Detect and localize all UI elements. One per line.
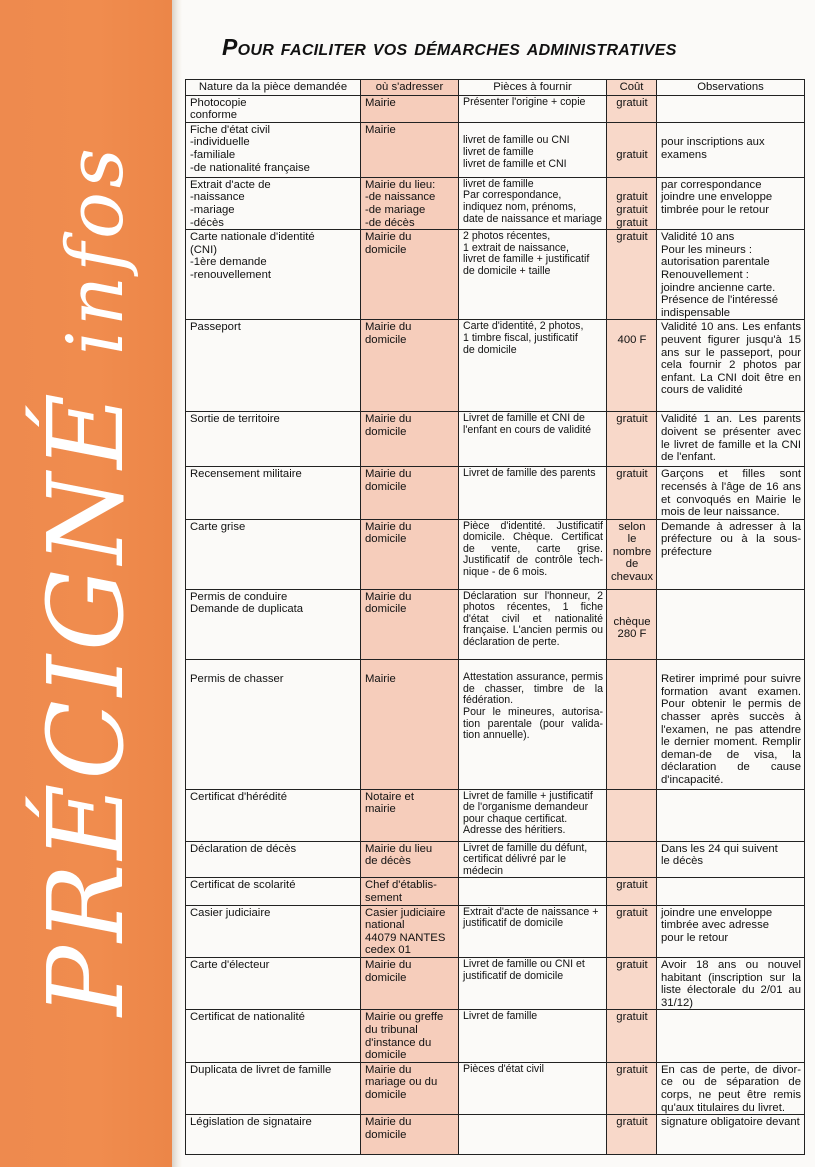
cell-lieu: Mairie du domicile — [361, 519, 459, 589]
cell-cout: gratuit — [607, 878, 657, 905]
cell-obs: joindre une enveloppe timbrée avec adresse pour le retour — [657, 905, 805, 957]
cell-lieu: Mairie du domicile — [361, 958, 459, 1010]
cell-cout — [607, 841, 657, 878]
table-row — [186, 841, 805, 878]
table-row — [186, 412, 805, 467]
cell-pieces: Pièce d'identité. Justificatif domicile. Chèque. Certificat de vente, carte grise. Justificatif de contrôle tech-nique - de 6 mois. — [459, 519, 607, 589]
cell-obs: Dans les 24 qui suivent le décès — [657, 841, 805, 878]
cell-pieces: Livret de famille ou CNI et justificatif de domicile — [459, 958, 607, 1010]
cell-pieces: livret de famille Par correspondance, indiquez nom, prénoms, date de naissance et mariage — [459, 177, 607, 229]
table-row — [186, 230, 805, 320]
table-row — [186, 1062, 805, 1114]
cell-obs — [657, 878, 805, 905]
cell-cout: chèque 280 F — [607, 589, 657, 659]
cell-pieces: livret de famille ou CNI livret de famille livret de famille et CNI — [459, 122, 607, 177]
table-row — [186, 878, 805, 905]
cell-lieu: Mairie du mariage ou du domicile — [361, 1062, 459, 1114]
cell-nature: Certificat de scolarité — [186, 878, 361, 905]
table-row — [186, 589, 805, 659]
cell-pieces: Présenter l'origine + copie — [459, 95, 607, 122]
cell-cout — [607, 789, 657, 841]
cell-pieces: Extrait d'acte de naissance + justificatif de domicile — [459, 905, 607, 957]
cell-lieu: Notaire et mairie — [361, 789, 459, 841]
cell-cout: 400 F — [607, 320, 657, 412]
cell-pieces: Déclaration sur l'honneur, 2 photos récentes, 1 fiche d'état civil et nationalité française. L'ancien permis ou déclaration de perte. — [459, 589, 607, 659]
cell-cout: gratuit — [607, 1115, 657, 1155]
cell-nature: Permis de chasser — [186, 659, 361, 789]
cell-obs — [657, 1010, 805, 1062]
cell-nature: Carte nationale d'identité (CNI) -1ère demande -renouvellement — [186, 230, 361, 320]
table-row — [186, 519, 805, 589]
cell-cout: gratuit — [607, 230, 657, 320]
cell-obs — [657, 95, 805, 122]
cell-obs: Validité 1 an. Les parents doivent se présenter avec le livret de famille et la CNI de l'enfant. — [657, 412, 805, 467]
table-row — [186, 122, 805, 177]
cell-pieces: Carte d'identité, 2 photos, 1 timbre fiscal, justificatif de domicile — [459, 320, 607, 412]
cell-lieu: Mairie ou greffe du tribunal d'instance du domicile — [361, 1010, 459, 1062]
table-row — [186, 95, 805, 122]
cell-nature: Casier judiciaire — [186, 905, 361, 957]
cell-lieu: Mairie — [361, 659, 459, 789]
table-row — [186, 467, 805, 519]
page-heading: Pour faciliter vos démarches administratives — [222, 34, 677, 60]
cell-obs: Validité 10 ans Pour les mineurs : autorisation parentale Renouvellement : joindre ancienne carte. Présence de l'intéressé indispensable — [657, 230, 805, 320]
cell-obs: pour inscriptions aux examens — [657, 122, 805, 177]
cell-pieces: Attestation assurance, permis de chasser, timbre de la fédération. Pour le mineures, autorisa-tion parentale (pour valida-tion annuelle). — [459, 659, 607, 789]
column-header-lieu: où s'adresser — [361, 80, 459, 96]
cell-cout: selon le nombre de chevaux — [607, 519, 657, 589]
column-header-cout: Coût — [607, 80, 657, 96]
cell-nature: Extrait d'acte de -naissance -mariage -décès — [186, 177, 361, 229]
cell-lieu: Mairie du domicile — [361, 467, 459, 519]
cell-lieu: Mairie du domicile — [361, 230, 459, 320]
cell-obs: Validité 10 ans. Les enfants peuvent figurer jusqu'à 15 ans sur le passeport, pour cela fournir 2 photos par enfant. La CNI doit être en cours de validité — [657, 320, 805, 412]
cell-cout: gratuit — [607, 958, 657, 1010]
cell-lieu: Mairie du domicile — [361, 412, 459, 467]
cell-pieces: Pièces d'état civil — [459, 1062, 607, 1114]
table-row — [186, 789, 805, 841]
cell-lieu: Mairie du lieu: -de naissance -de mariage -de décès — [361, 177, 459, 229]
table-row — [186, 1010, 805, 1062]
cell-nature: Sortie de territoire — [186, 412, 361, 467]
sidebar-fold-shadow — [172, 0, 182, 1167]
cell-obs: Garçons et filles sont recensés à l'âge de 16 ans et convoqués en Mairie le mois de leur naissance. — [657, 467, 805, 519]
sidebar-band — [0, 0, 172, 1167]
cell-obs: Retirer imprimé pour suivre formation avant examen. Pour obtenir le permis de chasser après succès à l'examen, ne pas attendre le dernier moment. Remplir deman-de de visa, la déclaration de cause d'incapacité. — [657, 659, 805, 789]
cell-nature: Déclaration de décès — [186, 841, 361, 878]
cell-nature: Législation de signataire — [186, 1115, 361, 1155]
cell-cout: gratuit — [607, 467, 657, 519]
sidebar-title-main: PRÉCIGNÉ — [25, 389, 147, 1016]
cell-lieu: Mairie du domicile — [361, 320, 459, 412]
table-row — [186, 177, 805, 229]
cell-lieu: Mairie — [361, 95, 459, 122]
cell-nature: Carte d'électeur — [186, 958, 361, 1010]
cell-nature: Fiche d'état civil -individuelle -familiale -de nationalité française — [186, 122, 361, 177]
table-row — [186, 659, 805, 789]
cell-nature: Duplicata de livret de famille — [186, 1062, 361, 1114]
cell-cout: gratuit — [607, 412, 657, 467]
column-header-observations: Observations — [657, 80, 805, 96]
table-row — [186, 320, 805, 412]
cell-nature: Photocopie conforme — [186, 95, 361, 122]
column-header-pieces: Pièces à fournir — [459, 80, 607, 96]
cell-obs — [657, 589, 805, 659]
cell-pieces: Livret de famille du défunt, certificat délivré par le médecin — [459, 841, 607, 878]
cell-pieces — [459, 878, 607, 905]
column-header-nature: Nature da la pièce demandée — [186, 80, 361, 96]
cell-cout: gratuit — [607, 95, 657, 122]
cell-nature: Certificat de nationalité — [186, 1010, 361, 1062]
sidebar-title-script: infos — [51, 144, 141, 356]
cell-obs: Demande à adresser à la préfecture ou à la sous-préfecture — [657, 519, 805, 589]
cell-lieu: Mairie du domicile — [361, 589, 459, 659]
cell-pieces: 2 photos récentes, 1 extrait de naissance, livret de famille + justificatif de domicile + taille — [459, 230, 607, 320]
table-row — [186, 1115, 805, 1155]
table-row — [186, 905, 805, 957]
sidebar-title — [25, 144, 147, 1016]
cell-nature: Recensement militaire — [186, 467, 361, 519]
cell-lieu: Mairie — [361, 122, 459, 177]
table-header-row — [186, 80, 805, 96]
cell-lieu: Casier judiciaire national 44079 NANTES cedex 01 — [361, 905, 459, 957]
cell-cout: gratuit — [607, 1062, 657, 1114]
cell-obs: par correspondance joindre une enveloppe timbrée pour le retour — [657, 177, 805, 229]
cell-pieces: Livret de famille — [459, 1010, 607, 1062]
cell-pieces: Livret de famille des parents — [459, 467, 607, 519]
procedures-table — [185, 79, 805, 1155]
cell-lieu: Mairie du lieu de décès — [361, 841, 459, 878]
cell-cout: gratuit gratuit gratuit — [607, 177, 657, 229]
cell-nature: Carte grise — [186, 519, 361, 589]
cell-pieces: Livret de famille + justificatif de l'organisme demandeur pour chaque certificat. Adresse des héritiers. — [459, 789, 607, 841]
cell-obs: En cas de perte, de divor-ce ou de séparation de corps, ne peut être remis qu'aux titulaires du livret. — [657, 1062, 805, 1114]
cell-cout: gratuit — [607, 1010, 657, 1062]
cell-pieces: Livret de famille et CNI de l'enfant en cours de validité — [459, 412, 607, 467]
cell-nature: Certificat d'hérédité — [186, 789, 361, 841]
cell-obs — [657, 789, 805, 841]
cell-cout: gratuit — [607, 905, 657, 957]
cell-obs: signature obligatoire devant — [657, 1115, 805, 1155]
cell-nature: Passeport — [186, 320, 361, 412]
cell-pieces — [459, 1115, 607, 1155]
cell-lieu: Chef d'établis- sement — [361, 878, 459, 905]
cell-obs: Avoir 18 ans ou nouvel habitant (inscription sur la liste électorale du 2/01 au 31/12) — [657, 958, 805, 1010]
cell-cout: gratuit — [607, 122, 657, 177]
cell-nature: Permis de conduire Demande de duplicata — [186, 589, 361, 659]
table-row — [186, 958, 805, 1010]
cell-lieu: Mairie du domicile — [361, 1115, 459, 1155]
cell-cout — [607, 659, 657, 789]
